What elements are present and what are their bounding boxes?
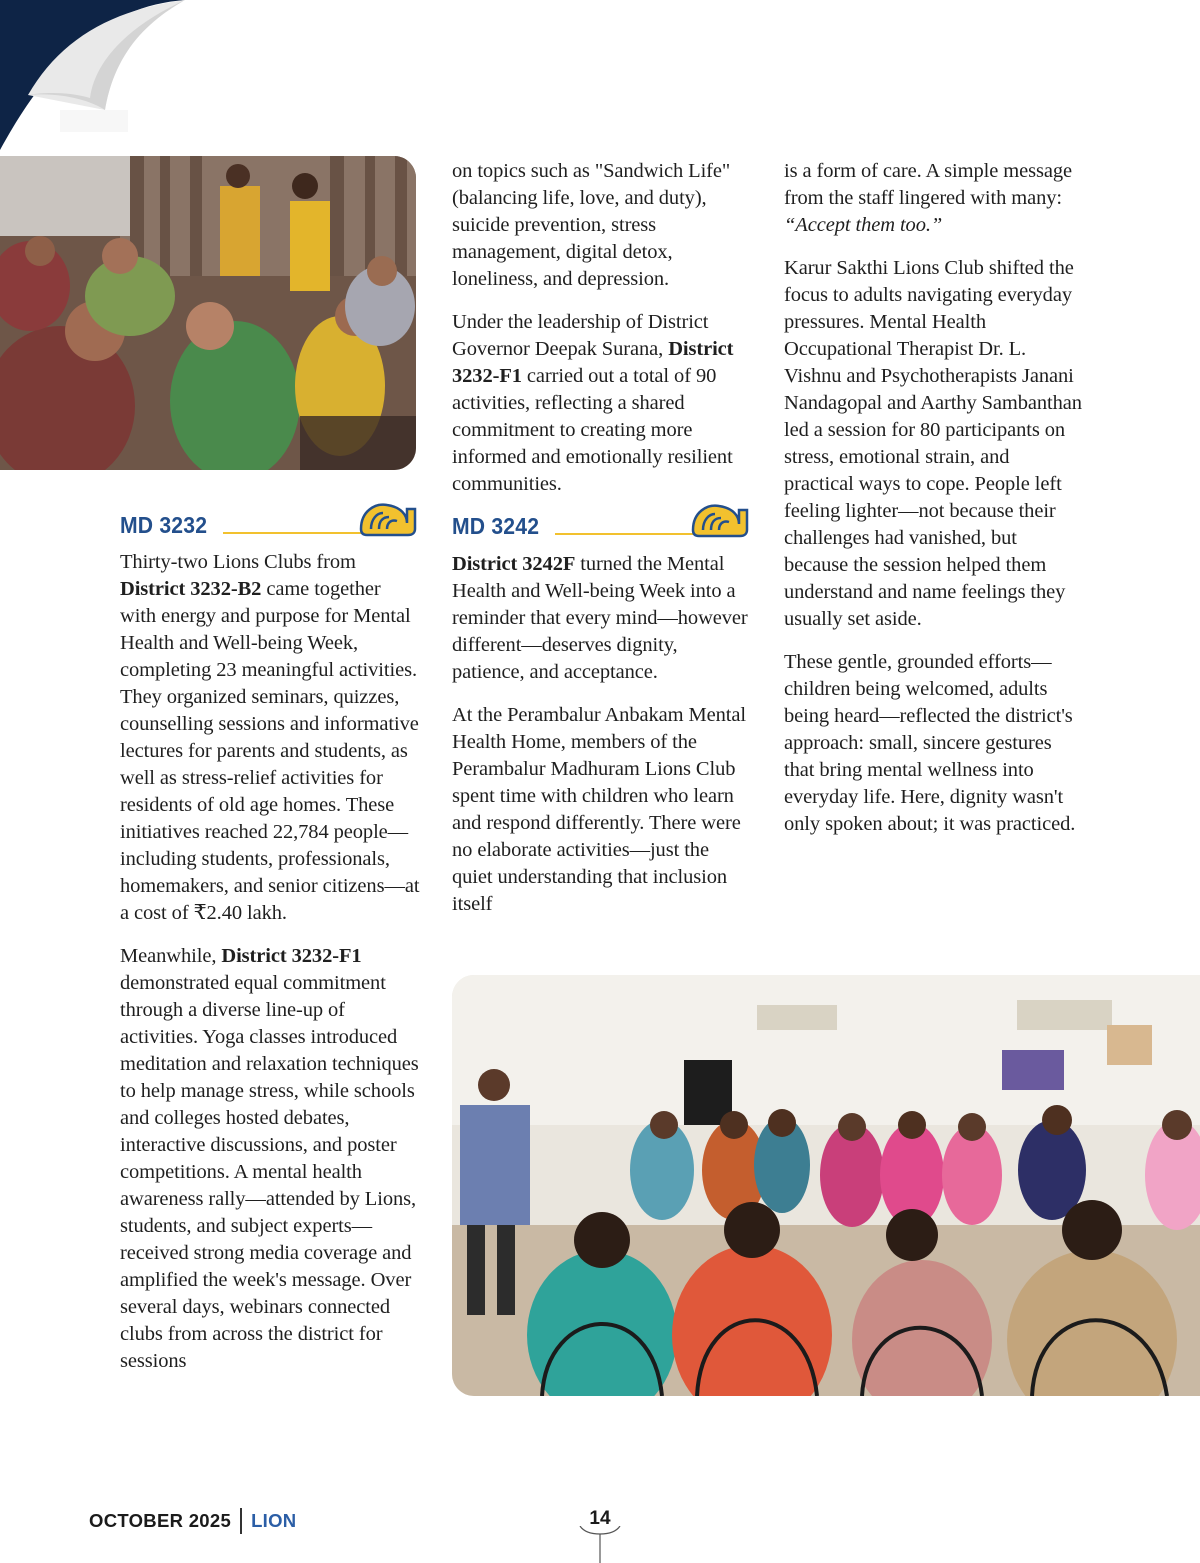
- page-curl-corner: [0, 0, 200, 150]
- heading-label: MD 3232: [120, 512, 208, 538]
- page-footer: [89, 1508, 296, 1534]
- heading-rule: [555, 533, 695, 535]
- footer-divider: [240, 1508, 242, 1534]
- lions-emblem-icon: [689, 500, 753, 538]
- paragraph: These gentle, grounded efforts—children being welcomed, adults being heard—reflected the district's approach: small, sincere gestures that bring mental wellness into everyday life. Here, dignity wasn't only spoken about; it was practiced.: [784, 651, 1076, 835]
- section-heading-md3242: [452, 500, 753, 538]
- issue-date: OCTOBER 2025: [89, 1510, 232, 1531]
- paragraph: Meanwhile, District 3232-F1 demonstrated equal commitment through a diverse line-up of activities. Yoga classes introduced meditation and relaxation techniques to help manage stress, while schools and colleges hosted debates, interactive discussions, and poster competitions. A mental health awareness rally—attended by Lions, students, and subject experts—received strong media coverage and amplified the week's message. Over several days, webinars connected clubs from across the district for sessions: [120, 945, 419, 1372]
- page-number-ornament: [578, 1526, 622, 1563]
- paragraph: is a form of care. A simple message from the staff lingered with many: “Accept them too.”: [784, 160, 1072, 236]
- photo-senior-audience: [0, 156, 416, 470]
- paragraph: At the Perambalur Anbakam Mental Health Home, members of the Perambalur Madhuram Lions Club spent time with children who learn and respond differently. There were no elaborate activities—just the quiet understanding that inclusion itself: [452, 704, 746, 915]
- column-2-text-top: [452, 158, 752, 498]
- heading-label: MD 3242: [452, 513, 540, 539]
- lions-emblem-icon: [357, 499, 421, 537]
- paragraph: Under the leadership of District Governor Deepak Surana, District 3232-F1 carried out a total of 90 activities, reflecting a shared commitment to creating more informed and emotionally resilient communities.: [452, 311, 734, 495]
- section-heading-md3232: [120, 499, 421, 537]
- column-1-text: [120, 549, 420, 1375]
- column-3-text: [784, 158, 1084, 838]
- paragraph: Thirty-two Lions Clubs from District 3232-B2 came together with energy and purpose for Mental Health and Well-being Week, completing 23 meaningful activities. They organized seminars, quizzes, counselling sessions and informative lectures for parents and students, as well as stress-relief activities for residents of old age homes. These initiatives reached 22,784 people—including students, professionals, homemakers, and senior citizens—at a cost of ₹2.40 lakh.: [120, 551, 420, 924]
- page-number: 14: [589, 1508, 611, 1529]
- paragraph: on topics such as "Sandwich Life" (balancing life, love, and duty), suicide prevention, stress management, digital detox, loneliness, and depression.: [452, 160, 731, 290]
- paragraph: Karur Sakthi Lions Club shifted the focus to adults navigating everyday pressures. Mental Health Occupational Therapist Dr. L. Vishnu and Psychotherapists Janani Nandagopal and Aarthy Sambanthan led a session for 80 participants on stress, emotional strain, and practical ways to cope. People left feeling lighter—not because their challenges had vanished, but because the session helped them understand and name feelings they usually set aside.: [784, 257, 1082, 630]
- paragraph: District 3242F turned the Mental Health and Well-being Week into a reminder that every mind—however different—deserves dignity, patience, and acceptance.: [452, 553, 748, 683]
- heading-rule: [223, 532, 363, 534]
- magazine-name: LION: [251, 1510, 297, 1531]
- column-2-text-bottom: [452, 551, 752, 918]
- photo-group-session: [452, 975, 1200, 1396]
